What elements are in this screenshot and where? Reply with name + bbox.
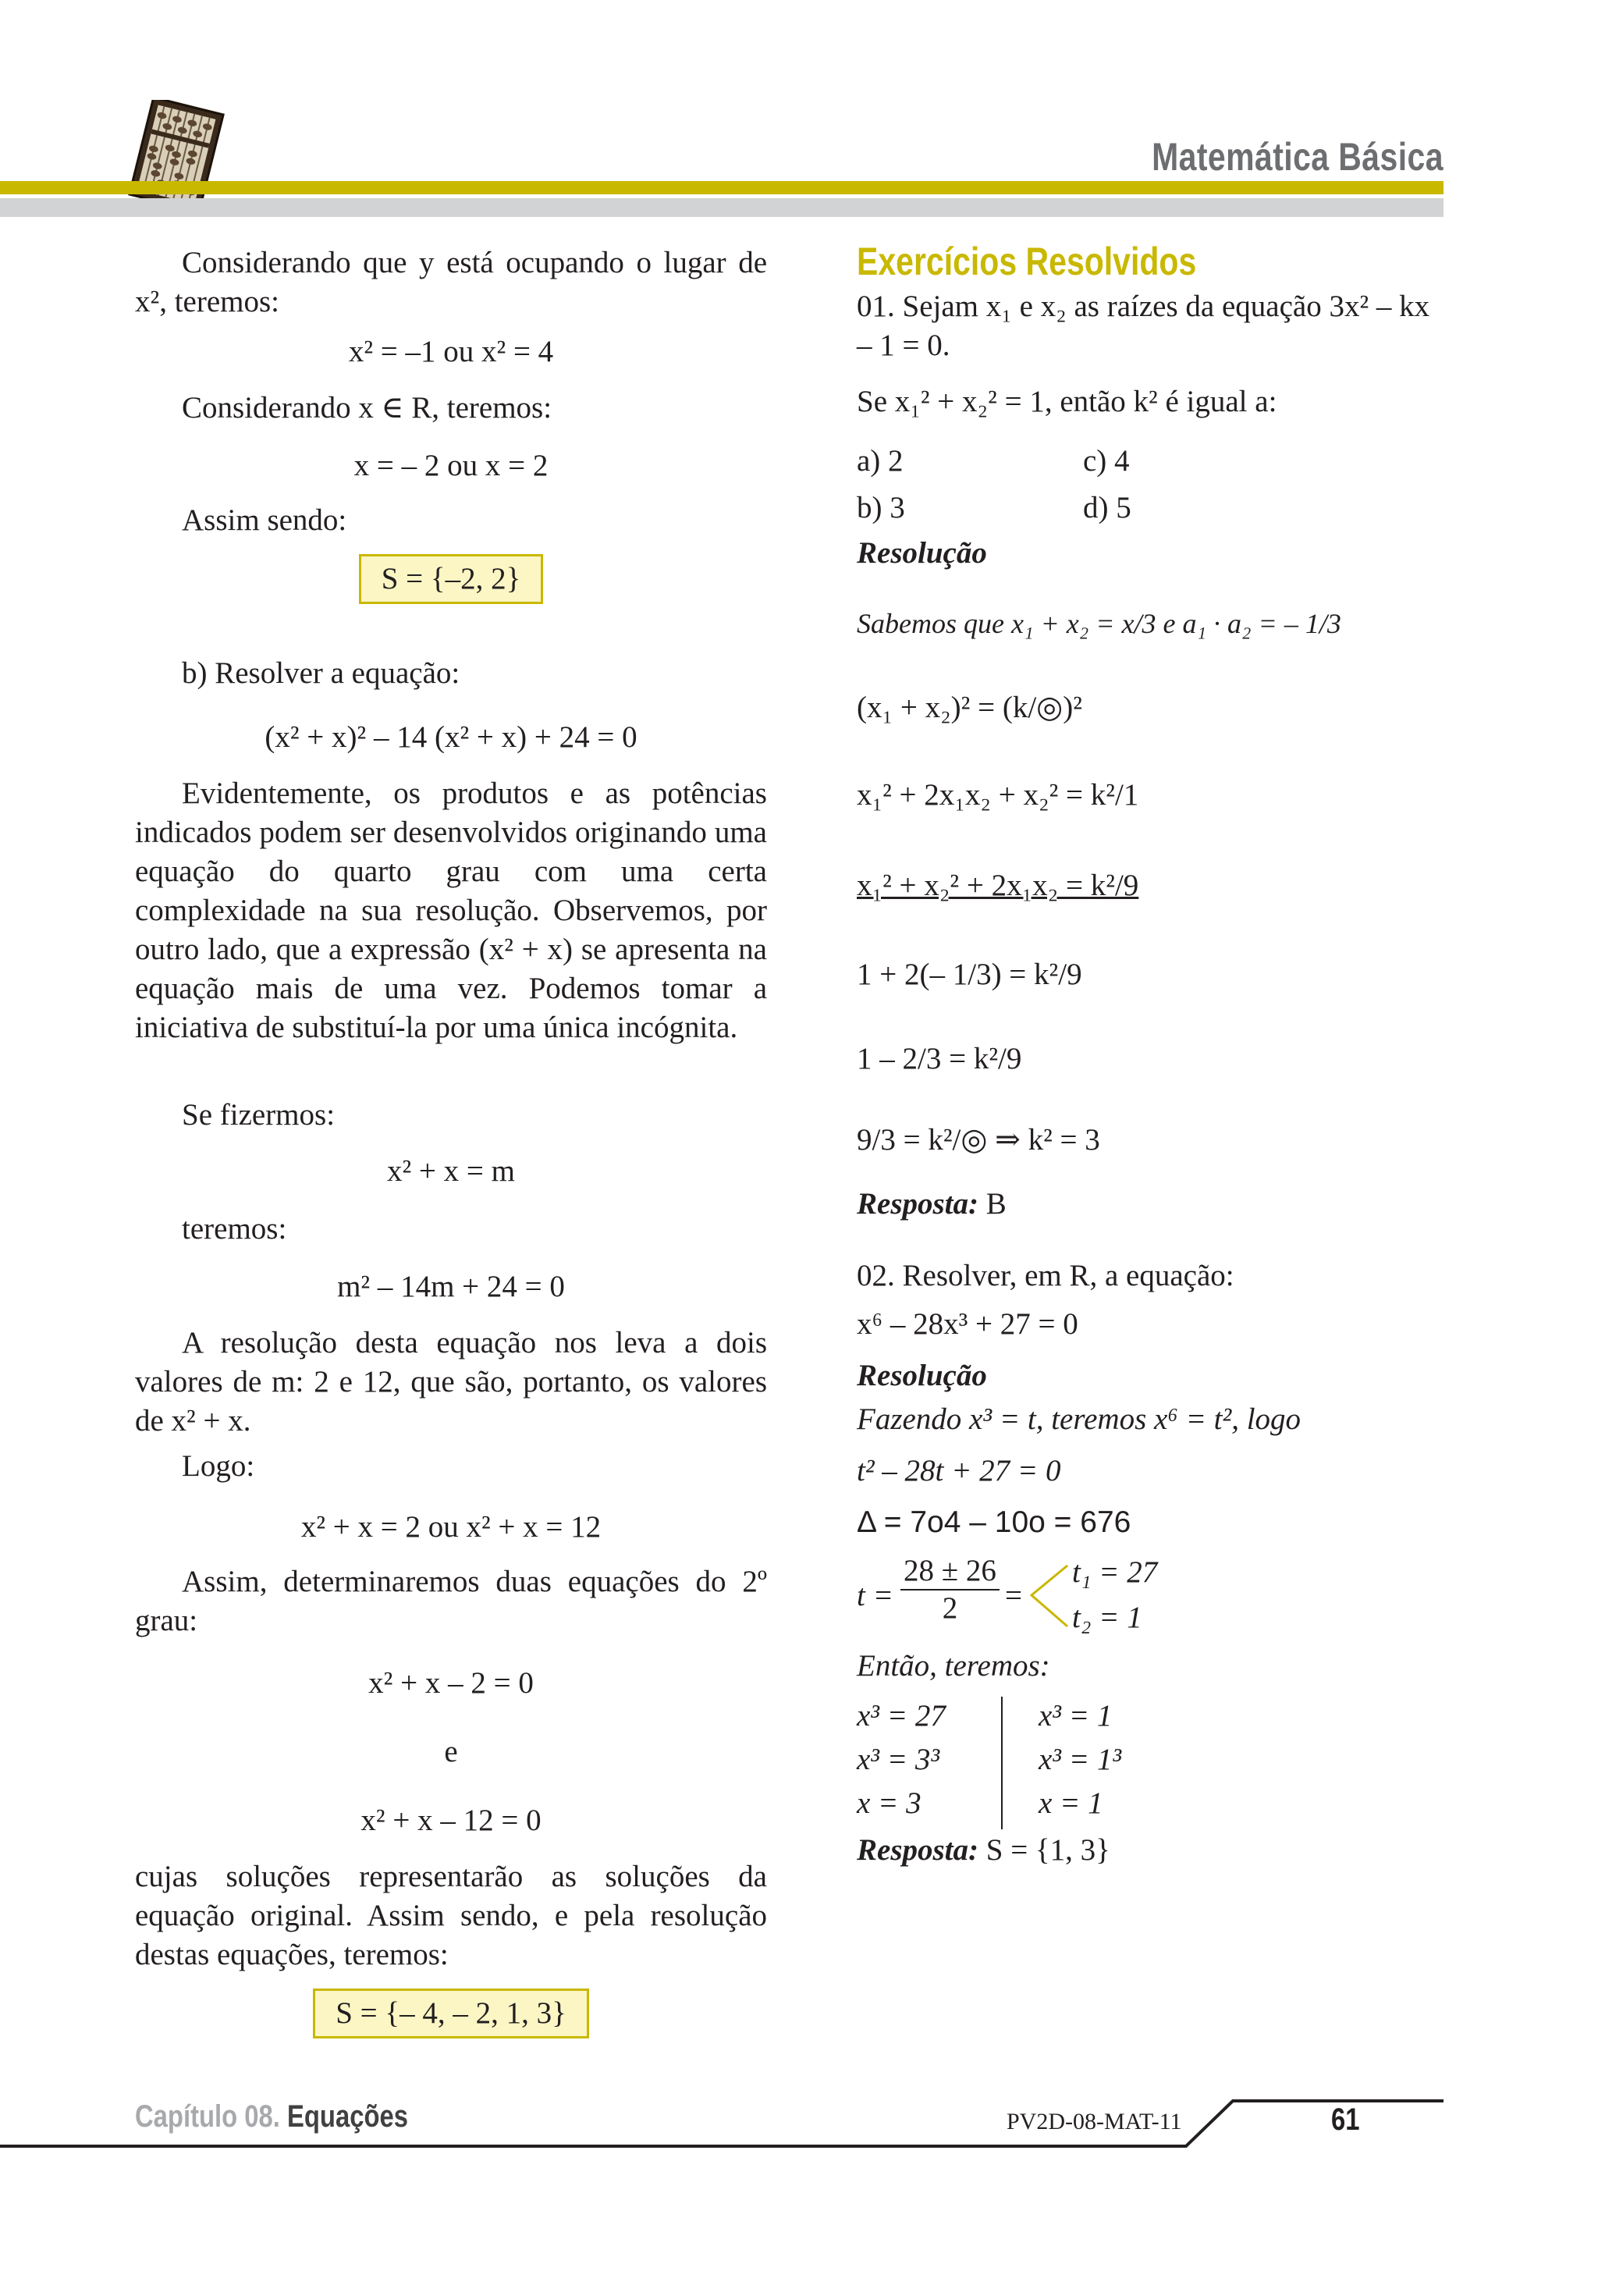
results-col-left	[857, 1697, 1001, 1829]
ex2-step-2: t² – 28t + 27 = 0	[857, 1454, 1061, 1487]
ex1-step-7: 9/3 = k²/◎ ⇒ k² = 3	[857, 1123, 1100, 1157]
footer-rule	[0, 2092, 1451, 2154]
paragraph-cujas-solucoes: cujas soluções representarão as soluções da equação original. Assim sendo, e pela resolução destas equações, teremos:	[135, 1860, 767, 1971]
left-column	[135, 243, 767, 2043]
header-rule-gray	[0, 198, 1444, 217]
right-column	[857, 287, 1450, 1870]
ex2-step-1: Fazendo x³ = t, teremos x⁶ = t², logo	[857, 1402, 1301, 1436]
ex2-t-formula	[857, 1553, 1450, 1639]
t-denominator: 2	[942, 1591, 958, 1625]
option-b: b) 3	[857, 491, 905, 524]
paragraph-intro: Considerando que y está ocupando o lugar de x², teremos:	[135, 246, 767, 318]
page-header-title: Matemática Básica	[1152, 135, 1444, 179]
paragraph-item-b: b) Resolver a equação:	[182, 656, 460, 690]
equation-original: (x² + x)² – 14 (x² + x) + 24 = 0	[265, 720, 637, 754]
results-divider	[1001, 1697, 1003, 1829]
section-title: Exercícios Resolvidos	[857, 240, 1197, 283]
equation-quadratic-1: x² + x – 2 = 0	[368, 1666, 534, 1700]
t1-value: t₁ = 27	[1072, 1555, 1158, 1589]
ex1-step-6: 1 – 2/3 = k²/9	[857, 1042, 1022, 1075]
exercise-2-equation: x⁶ – 28x³ + 27 = 0	[857, 1307, 1078, 1341]
result-left-1: x³ = 27	[857, 1699, 946, 1733]
ex1-step-1: Sabemos que x₁ + x₂ = x/3 e a₁ · a₂ = – 1/3	[857, 608, 1341, 639]
ex1-step-3: x₁² + 2x₁x₂ + x₂² = k²/1	[857, 778, 1139, 812]
solution-set-2-wrap	[135, 1989, 767, 2043]
t-variable: t =	[857, 1579, 893, 1612]
exercise-2-statement: 02. Resolver, em R, a equação:	[857, 1259, 1234, 1292]
equation-connector-e: e	[444, 1735, 458, 1768]
t2-value: t₂ = 1	[1072, 1601, 1142, 1634]
equation-substitution: x² + x = m	[386, 1154, 516, 1188]
option-c: c) 4	[1083, 444, 1130, 478]
equation-in-m: m² – 14m + 24 = 0	[337, 1270, 565, 1303]
exercise-1-answer	[857, 1185, 1450, 1224]
ex2-then: Então, teremos:	[857, 1649, 1050, 1683]
solution-set-1: S = {–2, 2}	[359, 554, 544, 604]
exercise-2-resolution-label: Resolução	[857, 1359, 987, 1392]
paragraph-teremos: teremos:	[182, 1212, 287, 1246]
footer-chapter-name: Equações	[287, 2099, 408, 2134]
paragraph-considering-r: Considerando x ∈ R, teremos:	[182, 391, 552, 425]
paragraph-assim-sendo: Assim sendo:	[182, 503, 347, 537]
result-right-1: x³ = 1	[1039, 1699, 1113, 1733]
paragraph-assim-determinaremos: Assim, determinaremos duas equações do 2º grau:	[135, 1565, 767, 1637]
solution-set-1-wrap	[135, 554, 767, 606]
results-col-right	[1039, 1697, 1121, 1829]
paragraph-evidentemente: Evidentemente, os produtos e as potências indicados podem ser desenvolvidos originando uma equação do quarto grau com uma certa complexidade na sua resolução. Observemos, por outro lado, que a expressão (x² + x) se apresenta na equação mais de uma vez. Podemos tomar a iniciativa de substituí-la por uma única incógnita.	[135, 777, 767, 1044]
result-right-2: x³ = 1³	[1039, 1743, 1122, 1776]
answer-value: B	[985, 1187, 1007, 1221]
result-left-3: x = 3	[857, 1786, 922, 1820]
t-fraction	[900, 1553, 1000, 1626]
equation-x2-values: x² = –1 ou x² = 4	[348, 335, 554, 368]
options-row-1	[857, 442, 1450, 481]
result-right-3: x = 1	[1039, 1786, 1103, 1820]
answer-value-2: S = {1, 3}	[985, 1833, 1110, 1867]
options-row-2	[857, 489, 1450, 528]
branch-icon	[1028, 1561, 1071, 1631]
exercise-2-answer	[857, 1831, 1450, 1870]
ex1-step-2: (x₁ + x₂)² = (k/◎)²	[857, 691, 1082, 724]
ex2-results-table	[857, 1697, 1450, 1829]
answer-label-2: Resposta:	[857, 1833, 978, 1867]
paragraph-se-fizermos: Se fizermos:	[182, 1098, 336, 1132]
page-number: 61	[1331, 2102, 1360, 2137]
ex2-discriminant: Δ = 7o4 – 10o = 676	[857, 1505, 1131, 1539]
equation-x-values: x = – 2 ou x = 2	[353, 449, 549, 482]
header-rule-yellow	[0, 181, 1444, 194]
footer-code: PV2D-08-MAT-11	[1007, 2109, 1182, 2134]
t-equals: =	[1005, 1579, 1022, 1612]
footer-chapter-number: Capítulo 08.	[135, 2099, 280, 2134]
equation-two-cases: x² + x = 2 ou x² + x = 12	[300, 1510, 602, 1544]
result-left-2: x³ = 3³	[857, 1743, 940, 1776]
solution-set-2: S = {– 4, – 2, 1, 3}	[313, 1989, 589, 2038]
exercise-1-resolution-label: Resolução	[857, 536, 987, 570]
ex1-step-5: 1 + 2(– 1/3) = k²/9	[857, 958, 1082, 991]
exercise-1-statement: 01. Sejam x₁ e x₂ as raízes da equação 3x² – kx – 1 = 0.	[857, 290, 1430, 362]
t-numerator: 28 ± 26	[900, 1553, 1000, 1590]
answer-label: Resposta:	[857, 1187, 978, 1221]
paragraph-logo: Logo:	[182, 1449, 255, 1483]
option-d: d) 5	[1083, 491, 1131, 524]
equation-quadratic-2: x² + x – 12 = 0	[360, 1804, 542, 1837]
ex1-step-4: x₁² + x₂² + 2x₁x₂ = k²/9	[857, 869, 1139, 902]
paragraph-resolucao-m: A resolução desta equação nos leva a dois valores de m: 2 e 12, que são, portanto, os valores de x² + x.	[135, 1326, 767, 1438]
exercise-1-condition: Se x₁² + x₂² = 1, então k² é igual a:	[857, 385, 1277, 418]
option-a: a) 2	[857, 444, 904, 478]
